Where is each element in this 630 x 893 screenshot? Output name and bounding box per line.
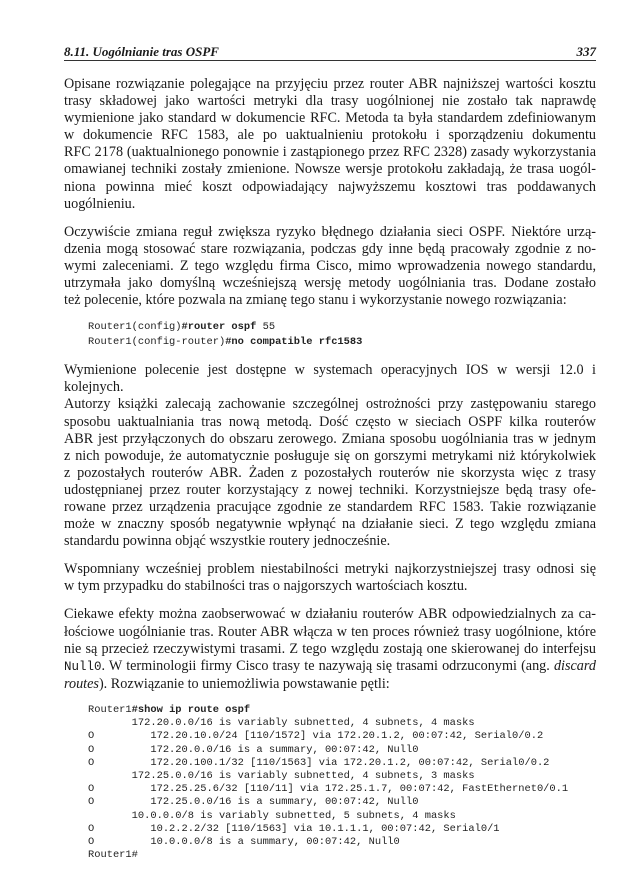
paragraph [64, 76, 596, 213]
text-segment: routes [64, 675, 99, 692]
text-line: w dokumencie RFC 1583, ale po uaktualnieniu protokołu i sporządzeniu dokumentu [64, 127, 596, 144]
text-segment: Router1(config) [88, 321, 182, 334]
text-segment: Router1 [88, 703, 132, 716]
text-line: rowane przez urządzenia pracujące zgodnie ze standardem RFC 1583. Takie rozwiązanie [64, 498, 596, 515]
text-line: nie są przecież rzeczywistymi trasami. Z tego względu zostają one skierowanej do interfejsu [64, 640, 596, 657]
text-segment: discard [553, 657, 596, 674]
text-line: Ciekawe efekty można zaobserwować w działaniu routerów ABR odpowiedzialnych za ca- [64, 606, 596, 623]
text-line: trasy składowej jako wartości metryki dla trasy uogólnionej nie zostało tak naprawdę [64, 93, 596, 110]
command-text: #show ip route ospf [131, 703, 251, 716]
code-line: O 172.25.0.0/16 is a summary, 00:07:42, Null0 [88, 796, 419, 809]
code-line: O 172.25.25.6/32 [110/11] via 172.25.1.7, 00:07:42, FastEthernet0/0.1 [88, 783, 569, 796]
text-line: ABR jest przyłączonych do obszaru zerowego. Zmiana sposobu uogólniania tras w jednym [64, 430, 596, 447]
paragraph [64, 224, 596, 309]
command-text: #no compatible rfc1583 [225, 335, 363, 348]
text-line: Wspomniany wcześniej problem niestabilności metryki najkorzystniejszej trasy odnosi się [64, 561, 596, 578]
page-number: 337 [576, 44, 596, 59]
code-line: 10.0.0.0/8 is variably subnetted, 5 subnets, 4 masks [88, 809, 456, 822]
code-line: O 172.20.100.1/32 [110/1563] via 172.20.1.2, 00:07:42, Serial0/0.2 [88, 756, 550, 769]
code-line: O 172.20.10.0/24 [110/1572] via 172.20.1.2, 00:07:42, Serial0/0.2 [88, 730, 544, 743]
text-line: z pozostałych routerów ABR. Żaden z pozostałych routerów nie skorzysta więc z trasy [64, 464, 596, 481]
text-line: może w znaczny sposób negatywnie wpłynąć na działanie sieci. Z tego względu zmiana [64, 516, 596, 533]
text-line: utrzymała jako domyślną wcześniejszą wersję metody uogólniania tras. Dodane zostało [64, 275, 596, 292]
running-header [64, 44, 596, 61]
text-line: Oczywiście zmiana reguł zwiększa ryzyko błędnego działania sieci OSPF. Niektóre urzą- [64, 223, 596, 240]
text-line: sposobu uaktualniania tras nową metodą. Dość często w sieciach OSPF kilka routerów [64, 413, 596, 430]
text-line: wymi zaleceniami. Z tego względu firma Cisco, mimo wprowadzenia nowego standardu, [64, 257, 596, 274]
code-line: O 10.0.0.0/8 is a summary, 00:07:42, Null0 [88, 835, 400, 848]
code-line: O 172.20.0.0/16 is a summary, 00:07:42, Null0 [88, 743, 419, 756]
text-line: łościowe uogólnianie tras. Router ABR włącza w ten proces również trasy uogólnione, które [64, 623, 596, 640]
text-line: RFC 2178 (uaktualnionego ponownie i zastąpionego przez RFC 2328) zasady wykorzystania [64, 144, 596, 161]
text-line: uogólnieniu. [64, 195, 136, 212]
text-line: Opisane rozwiązanie polegające na przyjęciu przez router ABR najniższej wartości kosztu [64, 76, 596, 92]
code-line [88, 335, 596, 350]
command-text: #router ospf [181, 321, 257, 334]
text-segment: . W terminologii firmy Cisco trasy te nazywają się trasami odrzuconymi (ang. [101, 657, 554, 674]
page-body [64, 76, 596, 875]
paragraph [64, 362, 596, 550]
text-line: niona powinna mieć koszt odpowiadający najwyższemu kosztowi tras poddawanych [64, 178, 596, 195]
paragraph [64, 561, 596, 595]
code-line: 172.20.0.0/16 is variably subnetted, 4 subnets, 4 masks [88, 717, 475, 730]
text-segment: ). Rozwiązanie to uniemożliwia powstawanie pętli: [98, 675, 390, 692]
code-line [88, 704, 596, 717]
code-block [88, 320, 596, 349]
code-line: 172.25.0.0/16 is variably subnetted, 4 subnets, 3 masks [88, 769, 475, 782]
code-line: Router1# [88, 849, 138, 862]
paragraph [64, 606, 596, 692]
text-line: też polecenie, które pozwala na zmianę tego stanu i wykorzystanie nowego rozwiązania: [64, 292, 567, 309]
text-line: z nich powoduje, że automatycznie posługuje się on gorszymi metrykami niż którykolwiek [64, 447, 596, 464]
code-line [88, 320, 596, 335]
section-title: 8.11. Uogólnianie tras OSPF [64, 44, 219, 59]
text-segment: Router1(config-router) [88, 335, 226, 348]
code-line: O 10.2.2.2/32 [110/1563] via 10.1.1.1, 00:07:42, Serial0/1 [88, 822, 500, 835]
text-line: omawianej techniki zostały zmienione. Nowsze wersje protokołu zakładają, że trasa uogól- [64, 161, 596, 178]
text-line: udostępnianej przez router korzystający z nowej techniki. Korzystniejsze będą trasy ofe- [64, 481, 596, 498]
text-line: Autorzy książki zalecają zachowanie szczególnej ostrożności przy zastępowaniu starego [64, 396, 596, 413]
text-line [64, 676, 596, 693]
text-line: w tym przypadku do stabilności tras o najgorszych wartościach kosztu. [64, 578, 468, 595]
text-line: dzenia mogą stosować stare rozwiązania, podczas gdy inne będą pracowały zgodnie z no- [64, 240, 596, 257]
text-line: Wymienione polecenie jest dostępne w systemach operacyjnych IOS w wersji 12.0 i kolejnych. [64, 362, 596, 396]
inline-code: Null0 [64, 659, 102, 674]
text-line [64, 658, 596, 676]
code-block [88, 704, 596, 862]
text-line: wymienione jako standard w dokumencie RFC. Metoda ta była standardem zdefiniowanym [64, 110, 596, 127]
text-segment: 55 [256, 321, 276, 334]
text-line: standardu powinna objąć wszystkie routery jednocześnie. [64, 533, 391, 550]
